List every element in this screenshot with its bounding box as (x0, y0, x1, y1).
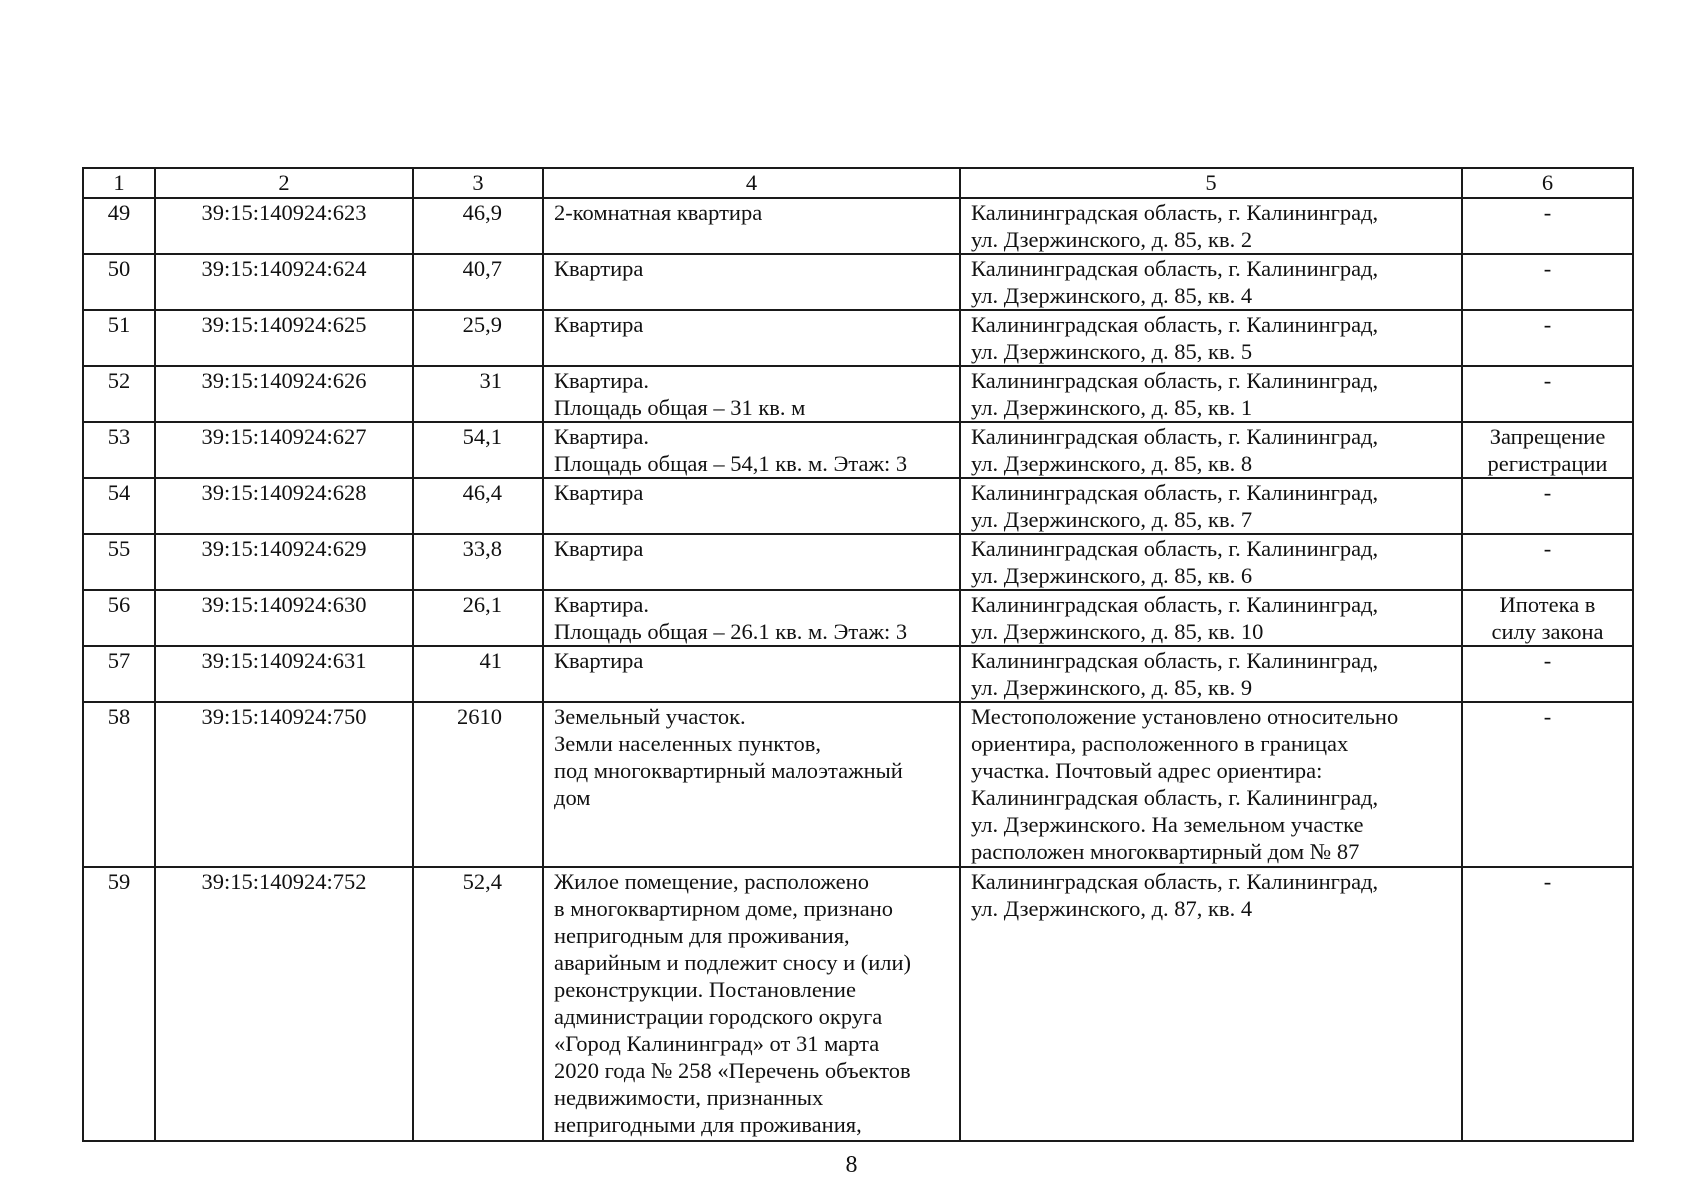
row-number: 55 (83, 534, 155, 590)
object-description: Квартира (543, 478, 960, 534)
page-number: 8 (845, 1152, 858, 1178)
property-registry-table (82, 167, 1634, 1142)
area-value: 33,8 (413, 534, 543, 590)
table-row (83, 702, 1633, 867)
object-address: Калининградская область, г. Калининград, ул. Дзержинского, д. 85, кв. 9 (960, 646, 1462, 702)
cadastral-number: 39:15:140924:626 (155, 366, 413, 422)
encumbrance: Запрещение регистрации (1462, 422, 1633, 478)
object-description: Земельный участок. Земли населенных пунктов, под многоквартирный малоэтажный дом (543, 702, 960, 867)
table-row (83, 310, 1633, 366)
header-row (83, 168, 1633, 198)
cadastral-number: 39:15:140924:629 (155, 534, 413, 590)
object-address: Калининградская область, г. Калининград, ул. Дзержинского, д. 85, кв. 8 (960, 422, 1462, 478)
row-number: 52 (83, 366, 155, 422)
object-address: Калининградская область, г. Калининград, ул. Дзержинского, д. 85, кв. 1 (960, 366, 1462, 422)
object-description: Квартира (543, 310, 960, 366)
cadastral-number: 39:15:140924:630 (155, 590, 413, 646)
cadastral-number: 39:15:140924:628 (155, 478, 413, 534)
object-description: Квартира. Площадь общая – 54,1 кв. м. Этаж: 3 (543, 422, 960, 478)
header-cell-3: 3 (413, 168, 543, 198)
row-number: 53 (83, 422, 155, 478)
row-number: 59 (83, 867, 155, 1141)
area-value: 25,9 (413, 310, 543, 366)
object-description: Квартира (543, 254, 960, 310)
cadastral-number: 39:15:140924:624 (155, 254, 413, 310)
object-address: Калининградская область, г. Калининград, ул. Дзержинского, д. 85, кв. 4 (960, 254, 1462, 310)
object-address: Калининградская область, г. Калининград, ул. Дзержинского, д. 87, кв. 4 (960, 867, 1462, 1141)
object-description: Квартира (543, 646, 960, 702)
encumbrance: - (1462, 534, 1633, 590)
object-address: Калининградская область, г. Калининград, ул. Дзержинского, д. 85, кв. 7 (960, 478, 1462, 534)
cadastral-number: 39:15:140924:752 (155, 867, 413, 1141)
header-cell-4: 4 (543, 168, 960, 198)
row-number: 49 (83, 198, 155, 254)
table-row (83, 254, 1633, 310)
cadastral-number: 39:15:140924:625 (155, 310, 413, 366)
object-address: Калининградская область, г. Калининград, ул. Дзержинского, д. 85, кв. 5 (960, 310, 1462, 366)
area-value: 2610 (413, 702, 543, 867)
object-address: Местоположение установлено относительно ориентира, расположенного в границах участка. Почтовый адрес ориентира: Калининградская область, г. Калининград, ул. Дзержинского. На земельном участке расположен многоквартирный дом № 87 (960, 702, 1462, 867)
table-row (83, 198, 1633, 254)
encumbrance: - (1462, 478, 1633, 534)
row-number: 51 (83, 310, 155, 366)
table-row (83, 366, 1633, 422)
area-value: 26,1 (413, 590, 543, 646)
table-row (83, 646, 1633, 702)
area-value: 41 (413, 646, 543, 702)
area-value: 31 (413, 366, 543, 422)
encumbrance: - (1462, 702, 1633, 867)
header-cell-1: 1 (83, 168, 155, 198)
table-row (83, 478, 1633, 534)
area-value: 54,1 (413, 422, 543, 478)
encumbrance: - (1462, 198, 1633, 254)
encumbrance: - (1462, 867, 1633, 1141)
object-description: Квартира. Площадь общая – 31 кв. м (543, 366, 960, 422)
area-value: 52,4 (413, 867, 543, 1141)
encumbrance: - (1462, 366, 1633, 422)
object-address: Калининградская область, г. Калининград, ул. Дзержинского, д. 85, кв. 2 (960, 198, 1462, 254)
object-description: Квартира. Площадь общая – 26.1 кв. м. Этаж: 3 (543, 590, 960, 646)
encumbrance: - (1462, 646, 1633, 702)
table-row (83, 534, 1633, 590)
object-address: Калининградская область, г. Калининград, ул. Дзержинского, д. 85, кв. 10 (960, 590, 1462, 646)
object-address: Калининградская область, г. Калининград, ул. Дзержинского, д. 85, кв. 6 (960, 534, 1462, 590)
header-cell-5: 5 (960, 168, 1462, 198)
header-cell-6: 6 (1462, 168, 1633, 198)
row-number: 57 (83, 646, 155, 702)
object-description: Жилое помещение, расположено в многоквартирном доме, признано непригодным для проживания, аварийным и подлежит сносу и (или) реконструкции. Постановление администрации городского округа «Город Калининград» от 31 марта 2020 года № 258 «Перечень объектов недвижимости, признанных непригодными для проживания, (543, 867, 960, 1141)
cadastral-number: 39:15:140924:623 (155, 198, 413, 254)
cadastral-number: 39:15:140924:631 (155, 646, 413, 702)
cadastral-number: 39:15:140924:627 (155, 422, 413, 478)
table-row (83, 422, 1633, 478)
row-number: 56 (83, 590, 155, 646)
area-value: 40,7 (413, 254, 543, 310)
cadastral-number: 39:15:140924:750 (155, 702, 413, 867)
object-description: Квартира (543, 534, 960, 590)
row-number: 54 (83, 478, 155, 534)
object-description: 2-комнатная квартира (543, 198, 960, 254)
table-row (83, 590, 1633, 646)
encumbrance: Ипотека в силу закона (1462, 590, 1633, 646)
encumbrance: - (1462, 310, 1633, 366)
header-cell-2: 2 (155, 168, 413, 198)
row-number: 50 (83, 254, 155, 310)
area-value: 46,9 (413, 198, 543, 254)
table-row (83, 867, 1633, 1141)
row-number: 58 (83, 702, 155, 867)
area-value: 46,4 (413, 478, 543, 534)
encumbrance: - (1462, 254, 1633, 310)
